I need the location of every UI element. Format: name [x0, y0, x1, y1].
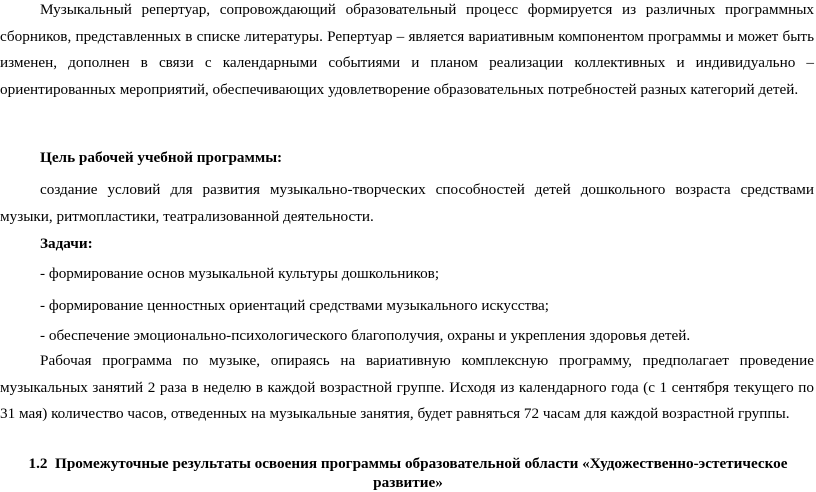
section-number: 1.2	[28, 455, 48, 472]
task-item-1: - формирование основ музыкальной культуры дошкольников;	[40, 265, 440, 282]
paragraph-schedule: Рабочая программа по музыке, опираясь на вариативную комплексную программу, предполагает проведение музыкальных занятий 2 раза в неделю в каждой возрастной группе. Исходя из календарного года (с 1 сентября текущего по 31 мая) количество часов, отведенных на музыкальные занятия, будет равняться 72 часам для каждой возрастной группы.	[0, 352, 814, 423]
tasks-heading: Задачи:	[40, 235, 93, 252]
task-item-3: - обеспечение эмоционально-психологического благополучия, охраны и укрепления здоровья детей.	[40, 327, 691, 344]
paragraph-repertoire: Музыкальный репертуар, сопровождающий образовательный процесс формируется из различных программных сборников, представленных в списке литературы. Репертуар – является вариативным компонентом программы и может быть изменен, дополнен в связи с календарными событиями и планом реализации коллективных и индивидуально – ориентированных мероприятий, обеспечивающих удовлетворение образовательных потребностей разных категорий детей.	[0, 1, 814, 98]
section-heading	[0, 454, 816, 492]
section-heading-line1	[0, 454, 816, 473]
goal-heading: Цель рабочей учебной программы:	[40, 149, 283, 166]
section-title-line1: Промежуточные результаты освоения программы образовательной области «Художественно-эстетическое	[55, 455, 788, 472]
goal-text: создание условий для развития музыкально-творческих способностей детей дошкольного возраста средствами музыки, ритмопластики, театрализованной деятельности.	[0, 181, 814, 225]
section-title-line2: развитие»	[373, 474, 443, 491]
task-item-2: - формирование ценностных ориентаций средствами музыкального искусства;	[40, 297, 550, 314]
